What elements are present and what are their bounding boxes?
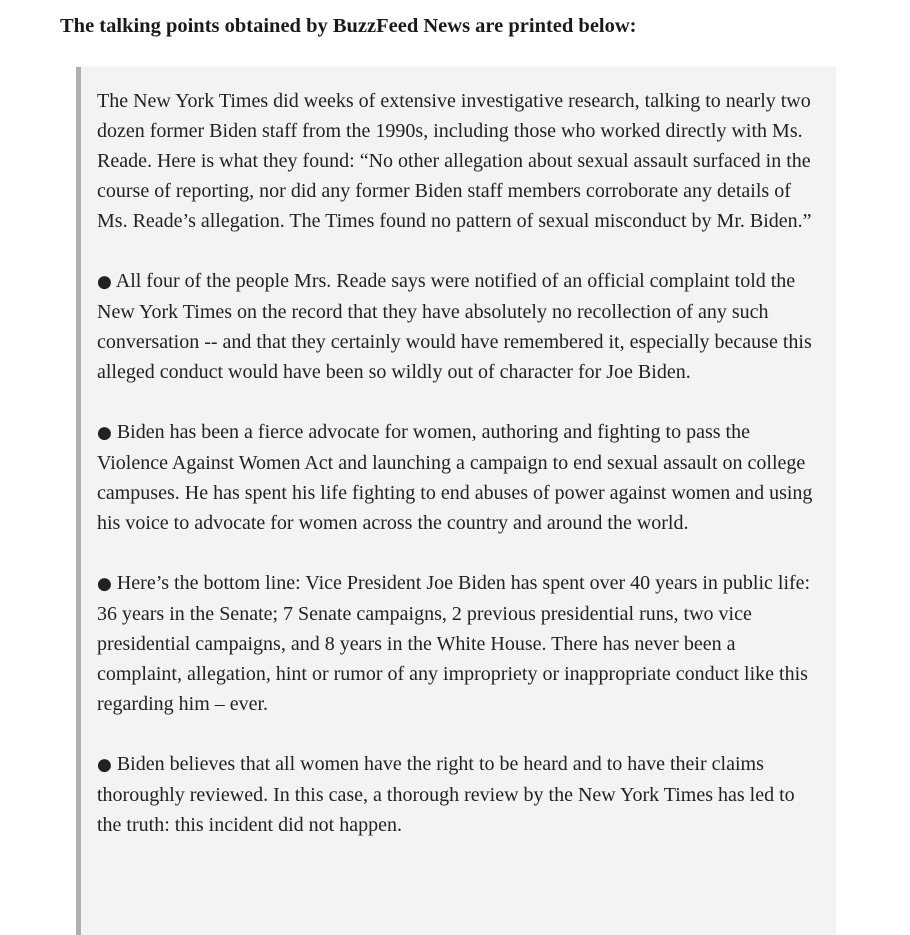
bullet-icon: ● <box>97 755 112 775</box>
paragraph-text: Biden has been a fierce advocate for women, authoring and fighting to pass the Violence Against Women Act and launching a campaign to end sexual assault on college campuses. He has spent his life fighting to end abuses of power against women and using his voice to advocate for women across the country and around the world. <box>97 421 813 534</box>
paragraph-text: Biden believes that all women have the right to be heard and to have their claims thoroughly reviewed. In this case, a thorough review by the New York Times has led to the truth: this incident did not happen. <box>97 753 795 836</box>
intro-heading: The talking points obtained by BuzzFeed News are printed below: <box>60 15 637 37</box>
bullet-paragraph <box>97 417 822 538</box>
bullet-paragraph <box>97 568 822 719</box>
bullet-paragraph <box>97 749 822 840</box>
bullet-icon: ● <box>97 423 112 443</box>
paragraph-text: The New York Times did weeks of extensive investigative research, talking to nearly two dozen former Biden staff from the 1990s, including those who worked directly with Ms. Reade. Here is what they found: “No other allegation about sexual assault surfaced in the course of reporting, nor did any former Biden staff members corroborate any details of Ms. Reade’s allegation. The Times found no pattern of sexual misconduct by Mr. Biden.” <box>97 90 812 232</box>
bullet-paragraph <box>97 266 822 387</box>
paragraph-text: Here’s the bottom line: Vice President Joe Biden has spent over 40 years in public life: 36 years in the Senate; 7 Senate campaigns, 2 previous presidential runs, two vice presidential campaigns, and 8 years in the White House. There has never been a complaint, allegation, hint or rumor of any impropriety or inappropriate conduct like this regarding him – ever. <box>97 572 811 715</box>
bullet-icon: ● <box>97 272 112 292</box>
bullet-icon: ● <box>97 574 112 594</box>
paragraph-text: All four of the people Mrs. Reade says were notified of an official complaint told the New York Times on the record that they have absolutely no recollection of any such conversation -- and that they certainly would have remembered it, especially because this alleged conduct would have been so wildly out of character for Joe Biden. <box>97 270 812 383</box>
quote-paragraph <box>97 86 822 236</box>
blockquote <box>76 67 836 935</box>
